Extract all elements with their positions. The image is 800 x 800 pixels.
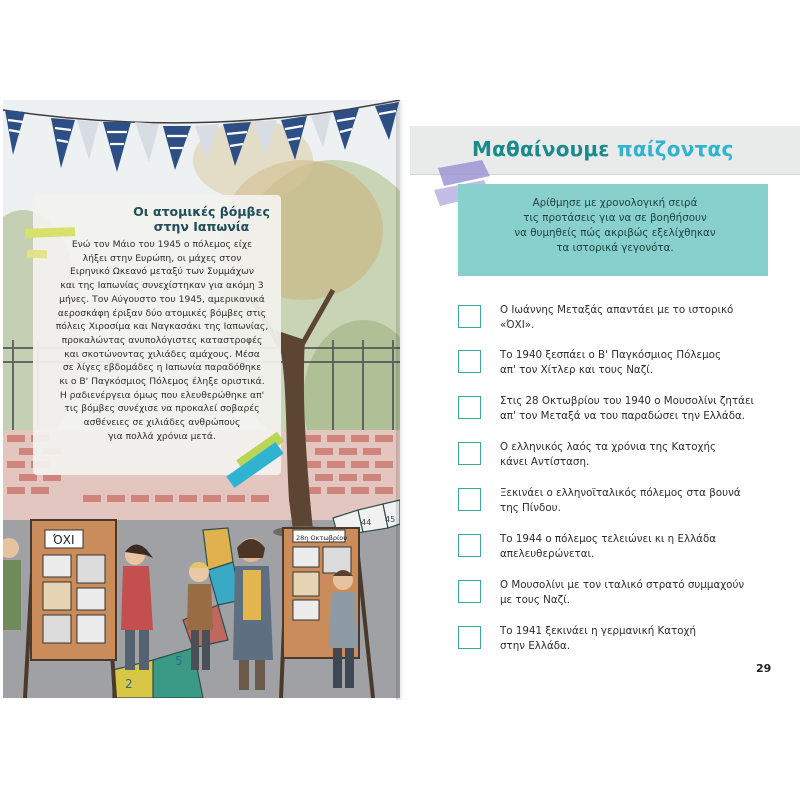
info-line: για πολλά χρόνια μετά. (108, 430, 216, 442)
task-item (458, 534, 788, 574)
number-box[interactable] (458, 580, 481, 603)
task-line: της Πίνδου. (500, 502, 561, 514)
info-title (3, 204, 400, 234)
task-text (500, 578, 790, 608)
task-line: Το 1940 ξεσπάει ο Β' Παγκόσμιος Πόλεμος (500, 349, 721, 361)
instruction-line: να θυμηθείς πώς ακριβώς εξελίχθηκαν (514, 227, 716, 239)
tape-yellow-2 (27, 250, 47, 259)
task-item (458, 350, 788, 390)
task-line: «ΌΧΙ». (500, 319, 535, 331)
svg-text:45: 45 (385, 515, 396, 524)
svg-text:28η Οκτωβρίου: 28η Οκτωβρίου (296, 534, 347, 542)
number-box[interactable] (458, 396, 481, 419)
task-line: Ο Ιωάννης Μεταξάς απαντάει με το ιστορικό (500, 304, 734, 316)
task-item (458, 626, 788, 666)
svg-text:ΌΧΙ: ΌΧΙ (53, 533, 75, 547)
info-line: τις βόμβες συνέχισε να προκαλεί σοβαρές (64, 403, 260, 415)
task-line: με τους Ναζί. (500, 594, 571, 606)
task-text (500, 440, 790, 470)
info-line: λήξει στην Ευρώπη, οι μάχες στον (82, 252, 242, 264)
instruction-line: Αρίθμησε με χρονολογική σειρά (532, 197, 698, 209)
task-text (500, 303, 790, 333)
task-text (500, 532, 790, 562)
number-box[interactable] (458, 488, 481, 511)
instruction-line: τις προτάσεις για να σε βοηθήσουν (523, 212, 707, 224)
instruction-line: τα ιστορικά γεγονότα. (556, 242, 674, 254)
number-box[interactable] (458, 350, 481, 373)
info-title-line2: στην Ιαπωνία (153, 219, 250, 234)
task-item (458, 305, 788, 345)
svg-text:44: 44 (361, 518, 372, 527)
info-body (55, 238, 269, 444)
svg-text:2: 2 (125, 677, 133, 691)
info-line: Η ραδιενέργεια όμως που ελευθερώθηκε απ' (59, 389, 265, 401)
info-line: προκαλώντας ανυπολόγιστες καταστροφές (61, 334, 263, 346)
task-item (458, 396, 788, 436)
title-main: Μαθαίνουμε (472, 137, 617, 161)
left-page (3, 100, 400, 698)
instruction-text (470, 196, 760, 256)
right-page (400, 100, 800, 700)
book-spine-shadow (396, 100, 404, 700)
task-text (500, 348, 790, 378)
svg-text:5: 5 (175, 654, 183, 668)
task-item (458, 488, 788, 528)
info-line: σε λίγες εβδομάδες η Ιαπωνία παραδόθηκε (62, 362, 262, 374)
task-line: Ο Μουσολίνι με τον ιταλικό στρατό συμμαχούν (500, 579, 745, 591)
number-box[interactable] (458, 305, 481, 328)
task-line: Το 1944 ο πόλεμος τελειώνει κι η Ελλάδα (500, 533, 717, 545)
task-line: Στις 28 Οκτωβρίου του 1940 ο Μουσολίνι ζητάει (500, 395, 754, 407)
task-line: Το 1941 ξεκινάει η γερμανική Κατοχή (500, 625, 697, 637)
info-line: Ειρηνικό Ωκεανό μεταξύ των Συμμάχων (70, 266, 254, 278)
info-line: πόλεις Χιροσίμα και Ναγκασάκι της Ιαπωνίας, (55, 321, 269, 333)
task-line: απ' τον Χίτλερ και τους Ναζί. (500, 364, 654, 376)
info-line: κι ο Β' Παγκόσμιος Πόλεμος έληξε οριστικά. (59, 376, 265, 388)
info-title-line1: Οι ατομικές βόμβες (133, 204, 270, 219)
info-line: μήνες. Τον Αύγουστο του 1945, αμερικανικά (59, 293, 265, 305)
task-text (500, 394, 790, 424)
task-line: στην Ελλάδα. (500, 640, 571, 652)
task-text (500, 624, 790, 654)
task-line: απελευθερώνεται. (500, 548, 595, 560)
info-line: αεροσκάφη έριξαν δύο ατομικές βόμβες στις (57, 307, 267, 319)
info-line: και σκοτώνοντας χιλιάδες αμάχους. Μέσα (64, 348, 260, 360)
number-box[interactable] (458, 442, 481, 465)
task-line: κάνει Αντίσταση. (500, 456, 590, 468)
task-line: απ' τον Μεταξά να του παραδώσει την Ελλάδα. (500, 410, 746, 422)
number-box[interactable] (458, 626, 481, 649)
book-spread (0, 100, 800, 700)
page-title (472, 137, 734, 161)
info-line: Ενώ τον Μάιο του 1945 ο πόλεμος είχε (71, 239, 253, 250)
task-text (500, 486, 790, 516)
info-line: ασθένειες σε χιλιάδες ανθρώπους (83, 417, 241, 429)
info-line: και της Ιαπωνίας συνεχίστηκαν για ακόμη 3 (60, 280, 264, 292)
task-item (458, 580, 788, 620)
page-number: 29 (756, 662, 772, 675)
task-line: Ο ελληνικός λαός τα χρόνια της Κατοχής (500, 441, 717, 453)
task-item (458, 442, 788, 482)
number-box[interactable] (458, 534, 481, 557)
title-accent: παίζοντας (616, 137, 734, 161)
task-line: Ξεκινάει ο ελληνοϊταλικός πόλεμος στα βουνά (500, 487, 741, 499)
